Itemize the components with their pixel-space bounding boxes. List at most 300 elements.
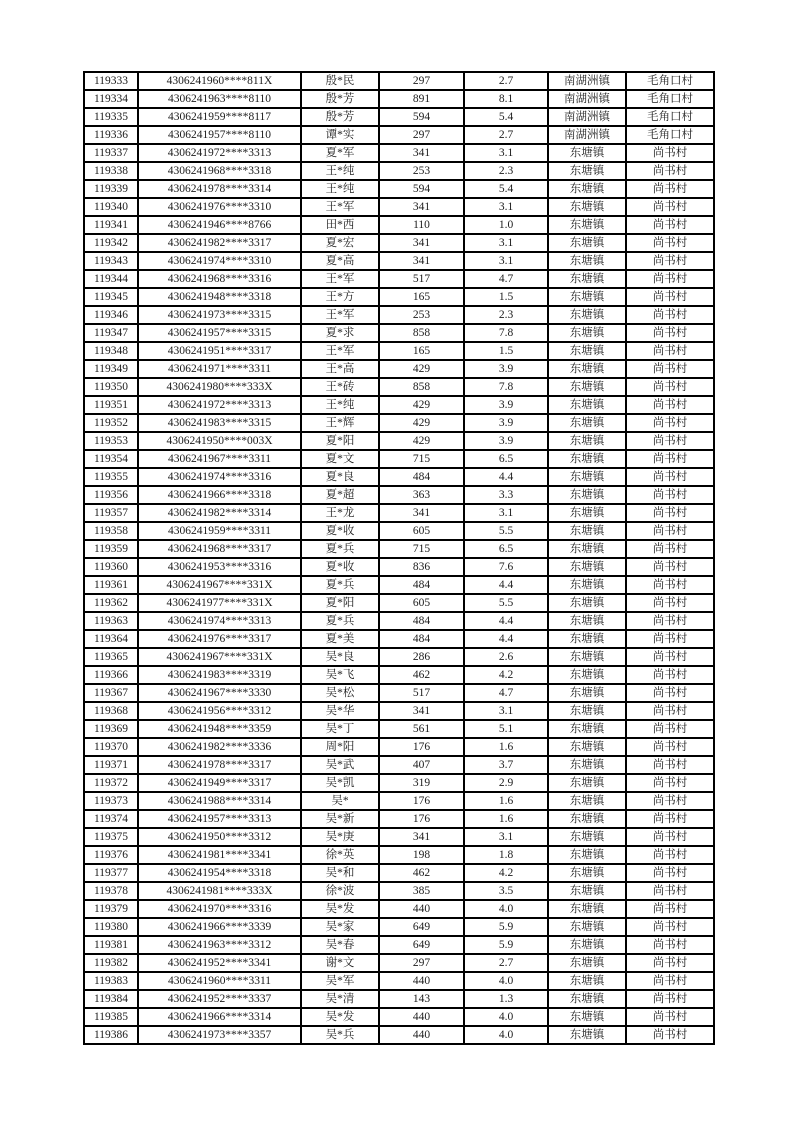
id-number-cell: 4306241957****3313 [138,810,301,828]
serial-number-cell: 119376 [84,846,138,864]
table-row [84,576,714,594]
id-number-cell: 4306241978****3317 [138,756,301,774]
serial-number-cell: 119347 [84,324,138,342]
amount-cell: 715 [379,540,464,558]
amount-cell: 462 [379,864,464,882]
person-name-cell: 夏*阳 [301,432,379,450]
person-name-cell: 吴*和 [301,864,379,882]
table-row [84,990,714,1008]
id-number-cell: 4306241983****3319 [138,666,301,684]
person-name-cell: 王*砖 [301,378,379,396]
id-number-cell: 4306241974****3316 [138,468,301,486]
id-number-cell: 4306241982****3336 [138,738,301,756]
amount-cell: 836 [379,558,464,576]
rate-cell: 4.2 [464,864,548,882]
amount-cell: 561 [379,720,464,738]
serial-number-cell: 119381 [84,936,138,954]
person-name-cell: 夏*阳 [301,594,379,612]
amount-cell: 165 [379,288,464,306]
serial-number-cell: 119351 [84,396,138,414]
town-cell: 东塘镇 [548,378,626,396]
serial-number-cell: 119338 [84,162,138,180]
id-number-cell: 4306241948****3359 [138,720,301,738]
person-name-cell: 吴*华 [301,702,379,720]
id-number-cell: 4306241973****3357 [138,1026,301,1044]
town-cell: 东塘镇 [548,162,626,180]
person-name-cell: 夏*文 [301,450,379,468]
amount-cell: 319 [379,774,464,792]
serial-number-cell: 119372 [84,774,138,792]
village-cell: 尚书村 [626,396,714,414]
id-number-cell: 4306241953****3316 [138,558,301,576]
amount-cell: 649 [379,936,464,954]
rate-cell: 4.2 [464,666,548,684]
town-cell: 东塘镇 [548,486,626,504]
serial-number-cell: 119357 [84,504,138,522]
person-name-cell: 吴*新 [301,810,379,828]
village-cell: 尚书村 [626,450,714,468]
id-number-cell: 4306241978****3314 [138,180,301,198]
town-cell: 东塘镇 [548,972,626,990]
table-row [84,594,714,612]
amount-cell: 429 [379,432,464,450]
village-cell: 尚书村 [626,198,714,216]
rate-cell: 4.4 [464,630,548,648]
person-name-cell: 夏*良 [301,468,379,486]
rate-cell: 1.5 [464,288,548,306]
person-name-cell: 谢*文 [301,954,379,972]
rate-cell: 3.1 [464,828,548,846]
town-cell: 东塘镇 [548,954,626,972]
table-row [84,342,714,360]
town-cell: 东塘镇 [548,198,626,216]
village-cell: 尚书村 [626,558,714,576]
table-row [84,306,714,324]
village-cell: 毛角口村 [626,108,714,126]
person-name-cell: 殷*芳 [301,108,379,126]
town-cell: 东塘镇 [548,810,626,828]
town-cell: 东塘镇 [548,738,626,756]
table-row [84,522,714,540]
village-cell: 尚书村 [626,684,714,702]
person-name-cell: 王*军 [301,342,379,360]
village-cell: 尚书村 [626,1026,714,1044]
rate-cell: 3.9 [464,360,548,378]
rate-cell: 5.1 [464,720,548,738]
table-row [84,1008,714,1026]
id-number-cell: 4306241949****3317 [138,774,301,792]
serial-number-cell: 119363 [84,612,138,630]
amount-cell: 429 [379,414,464,432]
table-row [84,486,714,504]
amount-cell: 165 [379,342,464,360]
serial-number-cell: 119369 [84,720,138,738]
village-cell: 尚书村 [626,720,714,738]
amount-cell: 363 [379,486,464,504]
table-row [84,612,714,630]
village-cell: 尚书村 [626,882,714,900]
amount-cell: 440 [379,900,464,918]
town-cell: 东塘镇 [548,180,626,198]
id-number-cell: 4306241960****3311 [138,972,301,990]
town-cell: 东塘镇 [548,432,626,450]
town-cell: 东塘镇 [548,324,626,342]
table-row [84,756,714,774]
serial-number-cell: 119354 [84,450,138,468]
person-name-cell: 吴*良 [301,648,379,666]
amount-cell: 407 [379,756,464,774]
rate-cell: 4.0 [464,1026,548,1044]
village-cell: 尚书村 [626,792,714,810]
village-cell: 尚书村 [626,468,714,486]
id-number-cell: 4306241952****3337 [138,990,301,1008]
person-name-cell: 夏*收 [301,558,379,576]
id-number-cell: 4306241983****3315 [138,414,301,432]
person-name-cell: 徐*波 [301,882,379,900]
town-cell: 东塘镇 [548,414,626,432]
serial-number-cell: 119346 [84,306,138,324]
amount-cell: 462 [379,666,464,684]
table-row [84,774,714,792]
rate-cell: 3.7 [464,756,548,774]
table-row [84,108,714,126]
serial-number-cell: 119359 [84,540,138,558]
id-number-cell: 4306241982****3314 [138,504,301,522]
village-cell: 尚书村 [626,900,714,918]
id-number-cell: 4306241972****3313 [138,396,301,414]
rate-cell: 2.7 [464,126,548,144]
town-cell: 东塘镇 [548,774,626,792]
village-cell: 尚书村 [626,936,714,954]
amount-cell: 484 [379,612,464,630]
rate-cell: 4.4 [464,612,548,630]
town-cell: 东塘镇 [548,756,626,774]
table-row [84,414,714,432]
town-cell: 东塘镇 [548,306,626,324]
amount-cell: 605 [379,522,464,540]
rate-cell: 4.4 [464,576,548,594]
person-name-cell: 夏*收 [301,522,379,540]
rate-cell: 1.8 [464,846,548,864]
person-name-cell: 谭*实 [301,126,379,144]
serial-number-cell: 119368 [84,702,138,720]
rate-cell: 4.7 [464,684,548,702]
id-number-cell: 4306241972****3313 [138,144,301,162]
serial-number-cell: 119365 [84,648,138,666]
town-cell: 东塘镇 [548,792,626,810]
id-number-cell: 4306241970****3316 [138,900,301,918]
town-cell: 东塘镇 [548,720,626,738]
amount-cell: 176 [379,738,464,756]
id-number-cell: 4306241966****3339 [138,918,301,936]
rate-cell: 3.1 [464,252,548,270]
rate-cell: 3.5 [464,882,548,900]
table-row [84,198,714,216]
person-name-cell: 王*龙 [301,504,379,522]
serial-number-cell: 119352 [84,414,138,432]
person-name-cell: 吴*丁 [301,720,379,738]
amount-cell: 484 [379,468,464,486]
id-number-cell: 4306241963****8110 [138,90,301,108]
rate-cell: 2.9 [464,774,548,792]
table-row [84,828,714,846]
village-cell: 毛角口村 [626,90,714,108]
rate-cell: 7.8 [464,324,548,342]
serial-number-cell: 119350 [84,378,138,396]
amount-cell: 484 [379,630,464,648]
id-number-cell: 4306241946****8766 [138,216,301,234]
person-name-cell: 夏*高 [301,252,379,270]
serial-number-cell: 119377 [84,864,138,882]
town-cell: 东塘镇 [548,1026,626,1044]
person-name-cell: 王*方 [301,288,379,306]
id-number-cell: 4306241988****3314 [138,792,301,810]
person-name-cell: 王*纯 [301,180,379,198]
serial-number-cell: 119339 [84,180,138,198]
person-name-cell: 王*高 [301,360,379,378]
serial-number-cell: 119356 [84,486,138,504]
rate-cell: 5.5 [464,522,548,540]
town-cell: 东塘镇 [548,990,626,1008]
amount-cell: 341 [379,828,464,846]
amount-cell: 253 [379,162,464,180]
town-cell: 南湖洲镇 [548,126,626,144]
roster-table-body [84,72,714,1044]
id-number-cell: 4306241963****3312 [138,936,301,954]
amount-cell: 517 [379,270,464,288]
id-number-cell: 4306241974****3313 [138,612,301,630]
village-cell: 尚书村 [626,972,714,990]
village-cell: 尚书村 [626,954,714,972]
serial-number-cell: 119379 [84,900,138,918]
town-cell: 东塘镇 [548,594,626,612]
person-name-cell: 吴*兵 [301,1026,379,1044]
village-cell: 尚书村 [626,774,714,792]
id-number-cell: 4306241981****3341 [138,846,301,864]
serial-number-cell: 119385 [84,1008,138,1026]
serial-number-cell: 119371 [84,756,138,774]
id-number-cell: 4306241957****3315 [138,324,301,342]
serial-number-cell: 119361 [84,576,138,594]
town-cell: 东塘镇 [548,252,626,270]
person-name-cell: 殷*芳 [301,90,379,108]
table-row [84,648,714,666]
town-cell: 东塘镇 [548,702,626,720]
id-number-cell: 4306241968****3318 [138,162,301,180]
town-cell: 东塘镇 [548,864,626,882]
village-cell: 尚书村 [626,630,714,648]
id-number-cell: 4306241976****3317 [138,630,301,648]
table-row [84,864,714,882]
village-cell: 尚书村 [626,144,714,162]
town-cell: 东塘镇 [548,936,626,954]
serial-number-cell: 119373 [84,792,138,810]
table-row [84,270,714,288]
id-number-cell: 4306241950****003X [138,432,301,450]
amount-cell: 297 [379,126,464,144]
id-number-cell: 4306241973****3315 [138,306,301,324]
village-cell: 尚书村 [626,306,714,324]
amount-cell: 891 [379,90,464,108]
amount-cell: 429 [379,396,464,414]
serial-number-cell: 119353 [84,432,138,450]
village-cell: 尚书村 [626,342,714,360]
village-cell: 尚书村 [626,288,714,306]
table-row [84,810,714,828]
person-name-cell: 王*军 [301,198,379,216]
town-cell: 东塘镇 [548,234,626,252]
amount-cell: 297 [379,72,464,90]
serial-number-cell: 119362 [84,594,138,612]
rate-cell: 3.1 [464,702,548,720]
table-row [84,882,714,900]
town-cell: 东塘镇 [548,342,626,360]
person-name-cell: 吴*发 [301,1008,379,1026]
town-cell: 东塘镇 [548,540,626,558]
rate-cell: 1.6 [464,792,548,810]
serial-number-cell: 119382 [84,954,138,972]
rate-cell: 6.5 [464,450,548,468]
amount-cell: 649 [379,918,464,936]
table-row [84,288,714,306]
rate-cell: 2.6 [464,648,548,666]
table-row [84,936,714,954]
village-cell: 尚书村 [626,378,714,396]
town-cell: 东塘镇 [548,612,626,630]
village-cell: 尚书村 [626,990,714,1008]
amount-cell: 341 [379,504,464,522]
village-cell: 尚书村 [626,162,714,180]
person-name-cell: 吴*武 [301,756,379,774]
village-cell: 尚书村 [626,810,714,828]
id-number-cell: 4306241967****331X [138,648,301,666]
town-cell: 南湖洲镇 [548,108,626,126]
serial-number-cell: 119335 [84,108,138,126]
village-cell: 尚书村 [626,846,714,864]
rate-cell: 5.9 [464,936,548,954]
id-number-cell: 4306241977****331X [138,594,301,612]
town-cell: 东塘镇 [548,666,626,684]
serial-number-cell: 119375 [84,828,138,846]
id-number-cell: 4306241957****8110 [138,126,301,144]
serial-number-cell: 119364 [84,630,138,648]
id-number-cell: 4306241980****333X [138,378,301,396]
person-name-cell: 夏*宏 [301,234,379,252]
serial-number-cell: 119349 [84,360,138,378]
table-row [84,558,714,576]
amount-cell: 594 [379,108,464,126]
amount-cell: 484 [379,576,464,594]
serial-number-cell: 119333 [84,72,138,90]
town-cell: 东塘镇 [548,522,626,540]
rate-cell: 5.9 [464,918,548,936]
serial-number-cell: 119341 [84,216,138,234]
person-name-cell: 夏*美 [301,630,379,648]
id-number-cell: 4306241959****3311 [138,522,301,540]
id-number-cell: 4306241974****3310 [138,252,301,270]
village-cell: 尚书村 [626,738,714,756]
table-row [84,540,714,558]
table-row [84,630,714,648]
amount-cell: 143 [379,990,464,1008]
table-row [84,900,714,918]
id-number-cell: 4306241968****3316 [138,270,301,288]
person-name-cell: 夏*超 [301,486,379,504]
rate-cell: 3.1 [464,504,548,522]
town-cell: 东塘镇 [548,450,626,468]
table-row [84,216,714,234]
amount-cell: 440 [379,972,464,990]
serial-number-cell: 119336 [84,126,138,144]
amount-cell: 253 [379,306,464,324]
amount-cell: 715 [379,450,464,468]
town-cell: 东塘镇 [548,630,626,648]
amount-cell: 385 [379,882,464,900]
rate-cell: 4.0 [464,900,548,918]
person-name-cell: 夏*军 [301,144,379,162]
amount-cell: 429 [379,360,464,378]
town-cell: 南湖洲镇 [548,72,626,90]
serial-number-cell: 119383 [84,972,138,990]
rate-cell: 2.3 [464,162,548,180]
table-row [84,144,714,162]
table-row [84,324,714,342]
serial-number-cell: 119344 [84,270,138,288]
table-row [84,252,714,270]
table-row [84,234,714,252]
amount-cell: 341 [379,234,464,252]
serial-number-cell: 119360 [84,558,138,576]
rate-cell: 1.6 [464,738,548,756]
amount-cell: 440 [379,1008,464,1026]
amount-cell: 517 [379,684,464,702]
village-cell: 尚书村 [626,486,714,504]
village-cell: 尚书村 [626,612,714,630]
rate-cell: 4.7 [464,270,548,288]
serial-number-cell: 119366 [84,666,138,684]
table-row [84,72,714,90]
village-cell: 尚书村 [626,702,714,720]
town-cell: 东塘镇 [548,882,626,900]
village-cell: 尚书村 [626,432,714,450]
id-number-cell: 4306241948****3318 [138,288,301,306]
table-row [84,720,714,738]
serial-number-cell: 119370 [84,738,138,756]
roster-table [83,71,715,1045]
rate-cell: 5.5 [464,594,548,612]
amount-cell: 286 [379,648,464,666]
table-row [84,684,714,702]
amount-cell: 858 [379,324,464,342]
table-row [84,954,714,972]
village-cell: 尚书村 [626,1008,714,1026]
rate-cell: 5.4 [464,180,548,198]
village-cell: 尚书村 [626,756,714,774]
amount-cell: 341 [379,144,464,162]
id-number-cell: 4306241954****3318 [138,864,301,882]
rate-cell: 1.3 [464,990,548,1008]
town-cell: 东塘镇 [548,216,626,234]
rate-cell: 1.6 [464,810,548,828]
amount-cell: 297 [379,954,464,972]
person-name-cell: 周*阳 [301,738,379,756]
serial-number-cell: 119358 [84,522,138,540]
amount-cell: 341 [379,252,464,270]
rate-cell: 6.5 [464,540,548,558]
amount-cell: 594 [379,180,464,198]
amount-cell: 858 [379,378,464,396]
id-number-cell: 4306241959****8117 [138,108,301,126]
